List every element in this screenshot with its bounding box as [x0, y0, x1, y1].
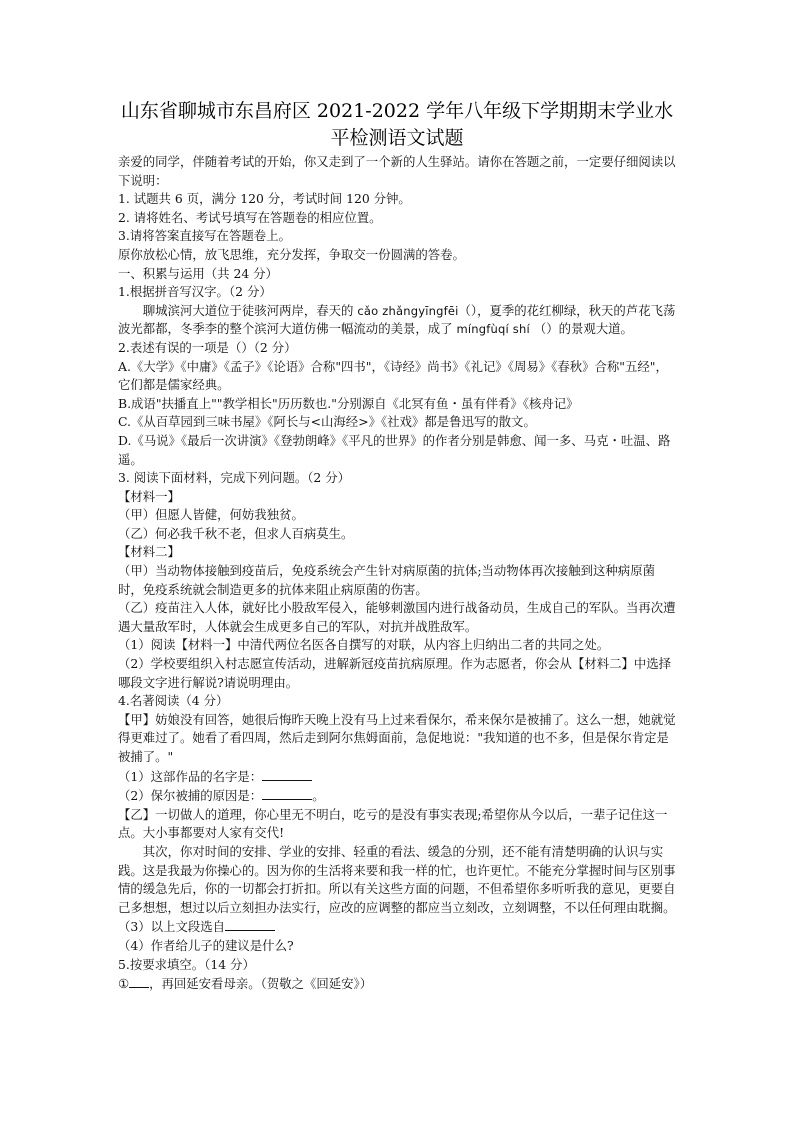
sub-question-text: （2）保尔被捕的原因是： — [118, 788, 263, 804]
item-text: ，再回延安看母亲。（贺敬之《回延安》） — [149, 976, 373, 992]
sub-question: （2）学校要组织入村志愿宣传活动，进解新冠疫苗抗病原理。作为志愿者，你会从【材料二】中选择哪段文字进行解说?请说明理由。 — [118, 656, 672, 690]
sub-question-text: （1）这部作品的名字是： — [118, 768, 263, 784]
question-1-heading: 1.根据拼音写汉字。（2 分） — [118, 284, 272, 300]
item-number: ① — [118, 976, 130, 992]
excerpt-jia: 【甲】妨娘没有回答，她很后悔昨天晚上没有马上过来看保尔，希来保尔是被捕了。这么一想，她就觉得更难过了。她看了看四周，然后走到阿尔焦姆面前，急促地说："我知道的也不多，但是保尔肯定是被捕了。" — [118, 711, 676, 764]
fill-in-item — [118, 974, 676, 994]
passage-text: 聊城滨河大道位于徒骇河两岸，春天的 — [142, 302, 354, 318]
pinyin-prompt: míngfùqí shí — [456, 322, 530, 337]
option-c: C.《从百草园到三味书屋》《阿长与<山海经>》《社戏》都是鲁迅写的散文。 — [118, 414, 536, 430]
material-title: 【材料一】 — [118, 488, 180, 504]
excerpt-yi-continued: 其次，你对时间的安排、学业的安排、轻重的看法、缓急的分别，还不能有清楚明确的认识与实践。这是我最为你操心的。因为你的生活将来要和我一样的忙，也许更忙。不能充分掌握时间与区别事情的缓急先后，你的一切都会打折扣。所以有关这些方面的问题，不但希望你多听听我的意见，更要自己多想想，想过以后立刻担办法实行，应改的应调整的都应当立刻改，立刻调整，不以任何理由耽搁。 — [118, 843, 676, 915]
sub-question-text: （3）以上文段选自 — [118, 919, 226, 935]
question-2-heading: 2.表述有误的一项是（）（2 分） — [118, 339, 297, 355]
option-d: D.《马说》《最后一次讲演》《登勃朗峰》《平凡的世界》的作者分别是韩愈、闻一多、马克・吐温、路遥。 — [118, 432, 671, 467]
document-page — [118, 98, 676, 994]
passage-text: （）的景观大道。 — [533, 321, 633, 337]
sub-question — [118, 917, 676, 937]
sub-question: （1）阅读【材料一】中清代两位名医各自撰写的对联，从内容上归纳出二者的共同之处。 — [118, 637, 610, 653]
material-text: （乙）何必我千秋不老，但求人百病莫生。 — [118, 525, 354, 541]
answer-blank[interactable] — [129, 974, 149, 988]
instruction-item: 3.请将答案直接写在答题卷上。 — [118, 228, 291, 244]
pinyin-prompt: cǎo zhǎngyīngfēi — [357, 303, 459, 318]
question-4-heading: 4.名著阅读（4 分） — [118, 693, 229, 709]
answer-blank[interactable] — [225, 917, 275, 931]
sub-question: （2）保尔被捕的原因是： 。 — [118, 788, 325, 804]
material-text: （甲）但愿人皆健，何妨我独贫。 — [118, 507, 304, 523]
material-text: （甲）当动物体接触到疫苗后，免疫系统会产生针对病原菌的抗体;当动物体再次接触到这种病原菌时，免疫系统就会制造更多的抗体来阻止病原菌的伤害。 — [118, 563, 655, 597]
question-1-passage — [118, 302, 676, 339]
page-title: 山东省聊城市东昌府区 2021-2022 学年八年级下学期期末学业水平检测语文试题 — [120, 100, 674, 149]
material-title: 【材料二】 — [118, 544, 180, 560]
sub-question — [118, 767, 676, 787]
material-text: （乙）疫苗注入人体，就好比小股敌军侵入，能够刺激国内进行战备动员，生成自己的军队。当再次遭遇大量敌军时，人体就会生成更多自己的军队，对抗并战胜敌军。 — [118, 600, 676, 634]
instruction-item: 1. 试题共 6 页，满分 120 分，考试时间 120 分钟。 — [118, 191, 411, 207]
intro-paragraph: 原你放松心情，放飞思维，充分发挥，争取交一份圆满的答卷。 — [118, 246, 465, 262]
passage-text: （），夏季的花红柳绿，秋天的芦花飞荡波光都都，冬季李的整个滨河大道仿佛一幅流动的美景，成了 — [118, 302, 676, 337]
question-3-heading: 3. 阅读下面材料，完成下列问题。（2 分） — [118, 470, 351, 486]
excerpt-yi: 【乙】一切做人的道理，你心里无不明白，吃亏的是没有事实表现;希望你从今以后，一辈子记住这一点。大小事都要对人家有交代! — [118, 806, 668, 841]
question-5-heading: 5.按要求填空。（14 分） — [118, 956, 255, 972]
instruction-item: 2. 请将姓名、考试号填写在答题卷的相应位置。 — [118, 209, 382, 225]
answer-blank[interactable] — [262, 767, 312, 781]
sub-question: （4）作者给儿子的建议是什么? — [118, 937, 294, 953]
option-b: B.成语"扶播直上""教学相长"历历数也."分别源自《北冥有鱼・虽有伴肴》《核舟记》 — [118, 395, 579, 411]
option-a: A.《大学》《中庸》《孟子》《论语》合称"四书"，《诗经》尚书》《礼记》《周易》《春秋》合称"五经"，它们都是儒家经典。 — [118, 358, 668, 393]
section-heading: 一、积累与运用（共 24 分） — [118, 265, 278, 281]
intro-paragraph: 亲爱的同学，伴随着考试的开始，你又走到了一个新的人生驿站。请你在答题之前，一定要仔细阅读以下说明： — [118, 154, 676, 188]
answer-blank[interactable] — [262, 786, 312, 800]
